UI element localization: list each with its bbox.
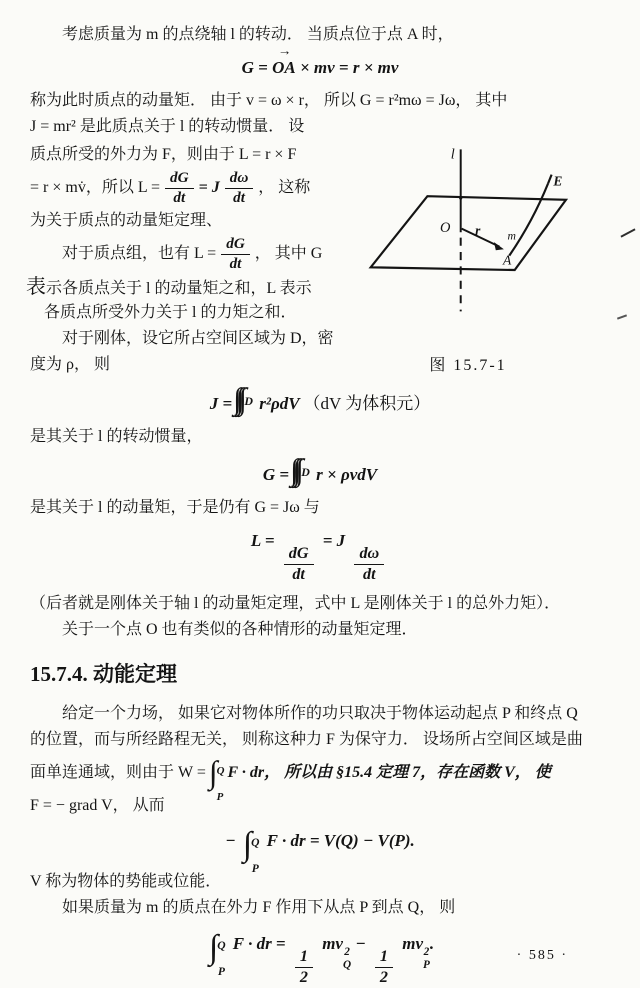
fraction-dG-dt (221, 236, 250, 272)
paragraph-line: 如果质量为 m 的质点在外力 F 作用下从点 P 到点 Q， 则 (62, 898, 456, 916)
text-run: F · dr， 所以由 §15.4 定理 7，存在函数 V， 使 (227, 763, 551, 781)
integral-upper-bound: Q (217, 938, 226, 952)
figure-drawing (368, 144, 620, 342)
vector-arrow-icon: → (277, 43, 292, 59)
formula-text: = J (322, 531, 346, 550)
paragraph-line-with-fractions (30, 168, 368, 208)
figure-caption: 图 15.7-1 (429, 357, 507, 374)
fraction-dG-dt (165, 170, 194, 206)
fraction-denominator: 2 (299, 968, 308, 986)
paragraph-line: J = mr² 是此质点关于 l 的转动惯量． 设 (30, 118, 305, 135)
paragraph-line: 质点所受的外力为 F，则由于 L = r × F (30, 146, 297, 163)
paragraph-line: 度为 ρ， 则 (30, 356, 110, 373)
fraction-denominator: dt (229, 254, 242, 272)
oversized-character: 表 (26, 276, 46, 298)
text-run: ， 这称 (258, 179, 311, 196)
formula-text: − (225, 830, 236, 850)
integral-symbol: ∫ (208, 754, 218, 791)
figure-15-7-1 (368, 144, 620, 379)
fraction-one-half (295, 948, 313, 987)
paragraph-line: 称为此时质点的动量矩． 由于 v = ω × r， 所以 G = r²mω = Jω， 其中 (30, 92, 508, 109)
paragraph-line: 是其关于 l 的转动惯量， (30, 428, 203, 445)
paragraph-line: 为关于质点的动量矩定理、 (30, 212, 223, 229)
paragraph-line: 关于一个点 O 也有类似的各种情形的动量矩定理． (62, 620, 418, 638)
integral-upper-bound: Q (216, 764, 225, 777)
triple-integral (295, 457, 310, 485)
left-text-column (26, 142, 368, 379)
page-number: · 585 · (516, 948, 568, 963)
display-formula-angular-momentum-integral (30, 457, 610, 488)
axis-label: l (450, 146, 455, 163)
text-run: 面单连通域，则由于 W = (30, 763, 206, 781)
text-run: = J (198, 179, 220, 196)
paragraph-line: 各质点所受外力关于 l 的力矩之和． (44, 304, 297, 321)
fraction-denominator: 2 (379, 968, 388, 986)
subscript: Q (342, 958, 352, 971)
formula-text: OA (272, 58, 296, 77)
display-formula-moment-theorem (30, 528, 610, 584)
formula-text: J = (209, 394, 233, 413)
paragraph-line-with-fraction (30, 234, 368, 274)
point-a-label: A (503, 252, 512, 268)
figure-column (368, 142, 620, 379)
superscript: 2 (344, 946, 350, 959)
fraction-numerator: dω (354, 545, 384, 565)
triple-integral (238, 386, 253, 414)
fraction-denominator: dt (173, 188, 186, 206)
paragraph-line: 给定一个力场， 如果它对物体所作的功只取决于物体运动起点 P 和终点 Q (62, 704, 578, 722)
integral-upper-bound: Q (251, 835, 260, 849)
formula-text: mv (322, 933, 343, 953)
fraction-numerator: dG (165, 170, 194, 189)
sup-sub-P (423, 946, 430, 972)
text-run: = r × mv̇，所以 L = (30, 179, 161, 196)
vector-oa (272, 43, 296, 81)
subscript: P (423, 958, 430, 971)
integral-P-to-Q (208, 754, 225, 803)
formula-text: G = (241, 58, 273, 77)
paragraph-line: 对于刚体，设它所占空间区域为 D，密 (62, 330, 334, 347)
section-heading: 15.7.4. 动能定理 (30, 661, 177, 686)
fraction-denominator: dt (233, 188, 245, 206)
fraction-numerator: dG (284, 545, 314, 565)
fraction-one-half (375, 948, 393, 987)
formula-text: r²ρdV (259, 394, 300, 413)
fraction-numerator: dG (221, 236, 250, 255)
text-run: 对于质点组，也有 L = (62, 245, 217, 262)
paragraph-line: F = − grad V， 从而 (30, 796, 165, 814)
paragraph-line (26, 274, 368, 300)
formula-text: F · dr = (232, 933, 286, 953)
superscript: 2 (423, 946, 430, 959)
fraction-denominator: dt (363, 565, 376, 583)
paragraph-line-with-integral (30, 753, 610, 803)
text-and-figure-band (26, 142, 610, 379)
vector-r-label: r (475, 222, 481, 238)
integral-lower-bound: P (217, 964, 225, 978)
formula-text: G = (262, 465, 290, 484)
formula-text: mv (402, 933, 424, 953)
paragraph-line: （后者就是刚体关于轴 l 的动量矩定理，式中 L 是刚体关于 l 的总外力矩）． (30, 594, 561, 612)
formula-text: . (429, 933, 435, 953)
fraction-numerator: 1 (295, 948, 313, 968)
formula-text: × mv = r × mv (295, 58, 399, 77)
fraction-numerator: dω (225, 170, 254, 189)
fraction-denominator: dt (292, 565, 305, 583)
sup-sub-Q (343, 946, 351, 972)
integral-symbol: ∫ (208, 929, 219, 967)
formula-text: F · dr = V(Q) − V(P). (266, 830, 415, 850)
integral-P-to-Q (242, 825, 260, 875)
integral-P-to-Q (208, 929, 226, 978)
integral-domain: D (301, 464, 310, 479)
mass-label: m (507, 229, 516, 243)
text-run: 示各质点关于 l 的动量矩之和，L 表示 (46, 280, 312, 297)
integral-lower-bound: P (251, 861, 259, 875)
fraction-numerator: 1 (375, 948, 393, 968)
text-run: ， 其中 G (254, 245, 323, 262)
paragraph-line: 的位置，而与所经路程无关， 则称这种力 F 为保守力． 设场所占空间区域是曲 (30, 730, 583, 748)
paragraph-line: V 称为物体的势能或位能． (30, 872, 222, 890)
display-formula-moment-of-inertia (30, 386, 610, 417)
paragraph-line: 是其关于 l 的动量矩，于是仍有 G = Jω 与 (30, 499, 320, 516)
formula-note: （dV 为体积元） (303, 394, 431, 413)
point-e-label: E (553, 173, 563, 189)
fraction-dG-dt (284, 545, 314, 584)
display-formula-angular-momentum (30, 43, 610, 81)
origin-label: O (440, 220, 451, 237)
formula-text: r × ρvdV (316, 465, 378, 484)
integral-lower-bound: P (216, 790, 224, 803)
fraction-dw-dt (225, 170, 254, 206)
formula-text: − (355, 933, 366, 953)
paragraph-line: 考虑质量为 m 的点绕轴 l 的转动． 当质点位于点 A 时， (62, 26, 454, 43)
integral-domain: D (244, 393, 253, 408)
integral-symbol: ∫ (242, 825, 253, 863)
formula-text: L = (250, 531, 275, 550)
fraction-dw-dt (354, 545, 384, 584)
display-formula-potential (30, 825, 610, 875)
